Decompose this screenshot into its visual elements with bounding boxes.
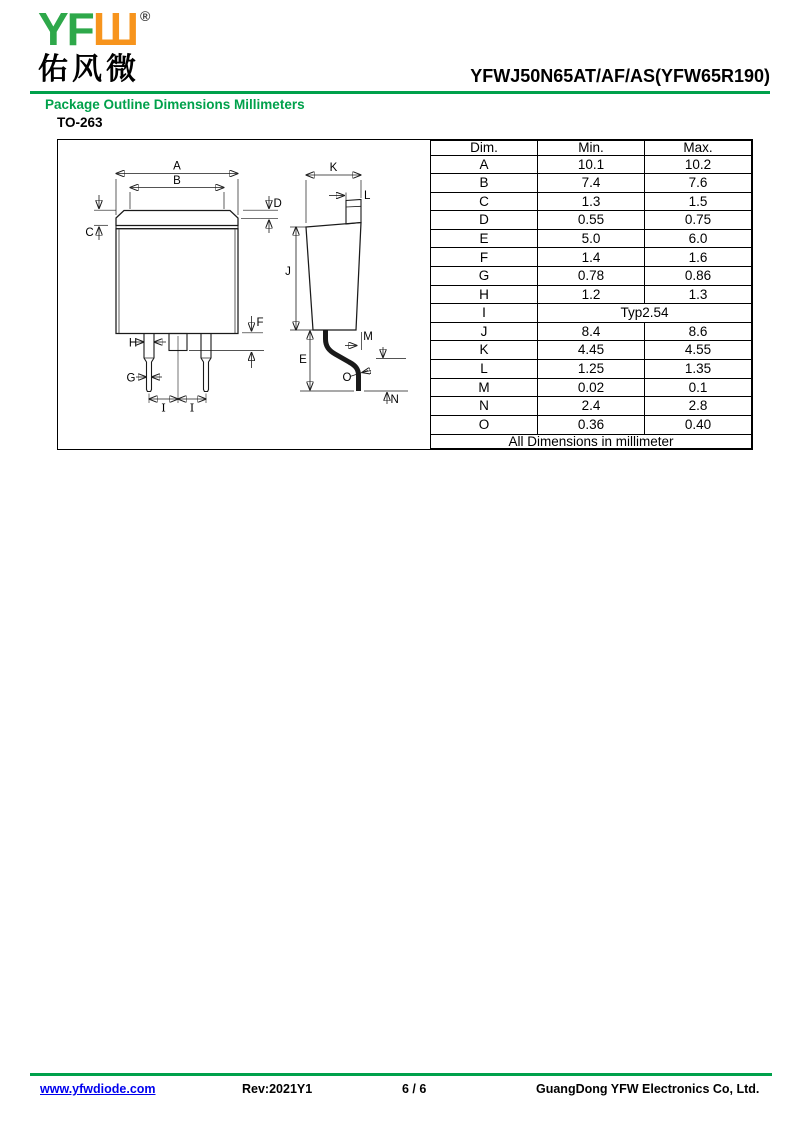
dim-table-cell: I xyxy=(431,304,538,323)
dim-table-cell: 4.45 xyxy=(538,341,645,360)
dim-label-c: C xyxy=(85,227,94,239)
dim-label-i-left: I xyxy=(161,400,166,415)
logo-chinese-name: 佑风微 xyxy=(38,53,140,86)
dim-table-cell: M xyxy=(431,378,538,397)
dim-label-k: K xyxy=(329,162,338,174)
dim-label-f: F xyxy=(256,317,264,329)
dim-table-cell: 7.4 xyxy=(538,174,645,193)
front-view-drawing xyxy=(85,161,281,415)
company-name: GuangDong YFW Electronics Co, Ltd. xyxy=(536,1082,760,1096)
website-link[interactable]: www.yfwdiode.com xyxy=(40,1082,156,1096)
package-name: TO-263 xyxy=(57,115,103,130)
part-number-title: YFWJ50N65AT/AF/AS(YFW65R190) xyxy=(470,66,770,86)
dim-table-cell: A xyxy=(431,155,538,174)
dim-table-row xyxy=(431,155,752,174)
dim-label-g: G xyxy=(126,372,136,385)
dim-table-row xyxy=(431,415,752,434)
package-drawing xyxy=(58,140,438,448)
company-logo xyxy=(38,3,151,86)
dim-table-cell: 0.02 xyxy=(538,378,645,397)
dim-table-row xyxy=(431,229,752,248)
dim-label-a: A xyxy=(173,160,181,173)
logo-w: Ш xyxy=(92,3,138,55)
dim-label-h: H xyxy=(128,337,138,350)
dim-table-row xyxy=(431,211,752,230)
dim-label-j: J xyxy=(285,266,291,278)
dim-table-row xyxy=(431,174,752,193)
dim-table-cell: L xyxy=(431,360,538,379)
min-col-header: Min. xyxy=(538,141,645,156)
dim-table-cell: 0.36 xyxy=(538,415,645,434)
dim-table-cell: 1.25 xyxy=(538,360,645,379)
dim-table-cell: 1.2 xyxy=(538,285,645,304)
revision-label: Rev:2021Y1 xyxy=(242,1082,313,1096)
dim-table-cell: 0.55 xyxy=(538,211,645,230)
dim-label-e: E xyxy=(299,354,307,366)
dim-table-cell: F xyxy=(431,248,538,267)
footer-divider xyxy=(30,1073,772,1076)
dim-table-row xyxy=(431,192,752,211)
dim-table-cell: 1.6 xyxy=(645,248,752,267)
max-col-header: Max. xyxy=(645,141,752,156)
dim-table-rows xyxy=(431,155,752,434)
dim-table-cell: 1.4 xyxy=(538,248,645,267)
page-number: 6 / 6 xyxy=(402,1082,427,1096)
dim-table-cell: 2.8 xyxy=(645,397,752,416)
dim-table-cell: 10.1 xyxy=(538,155,645,174)
dim-table-cell: 0.86 xyxy=(645,267,752,286)
dim-table-cell: G xyxy=(431,267,538,286)
dim-table-cell: 6.0 xyxy=(645,229,752,248)
registered-trademark-icon: ® xyxy=(140,8,151,24)
dim-label-m: M xyxy=(363,331,373,343)
dim-table-cell: 8.6 xyxy=(645,322,752,341)
dim-table-header-row xyxy=(431,141,752,156)
dim-label-b: B xyxy=(173,175,181,187)
dim-table-cell: 4.55 xyxy=(645,341,752,360)
package-outline-figure xyxy=(57,139,753,450)
dim-label-d: D xyxy=(273,198,282,210)
dim-table-cell: 0.75 xyxy=(645,211,752,230)
dim-table-cell: 1.35 xyxy=(645,360,752,379)
dim-table-cell: 8.4 xyxy=(538,322,645,341)
dim-table-footer-row xyxy=(431,434,752,449)
dim-table-row xyxy=(431,304,752,323)
dim-table-cell: 1.3 xyxy=(645,285,752,304)
dim-table-cell: N xyxy=(431,397,538,416)
section-heading: Package Outline Dimensions Millimeters xyxy=(45,97,305,112)
dimension-table-container xyxy=(430,140,752,449)
header-divider xyxy=(30,91,770,94)
dim-table-cell: K xyxy=(431,341,538,360)
dim-table-cell: 5.0 xyxy=(538,229,645,248)
dim-label-n: N xyxy=(390,394,399,406)
dim-table-cell: J xyxy=(431,322,538,341)
dimension-table xyxy=(430,140,752,449)
dim-table-cell: 0.1 xyxy=(645,378,752,397)
side-view-drawing xyxy=(285,162,408,406)
dim-label-i-right: I xyxy=(189,400,195,415)
dim-table-cell: D xyxy=(431,211,538,230)
dim-table-cell: 1.5 xyxy=(645,192,752,211)
dim-col-header: Dim. xyxy=(431,141,538,156)
dim-table-cell: 10.2 xyxy=(645,155,752,174)
dim-table-cell: O xyxy=(431,415,538,434)
logo-yf: YF xyxy=(38,3,93,55)
dim-table-row xyxy=(431,248,752,267)
dim-label-o: O xyxy=(342,372,352,384)
dim-table-row xyxy=(431,397,752,416)
dim-table-cell: 2.4 xyxy=(538,397,645,416)
dim-table-cell: E xyxy=(431,229,538,248)
dim-table-cell: C xyxy=(431,192,538,211)
dim-table-row xyxy=(431,341,752,360)
dim-table-cell: B xyxy=(431,174,538,193)
dim-table-cell: Typ2.54 xyxy=(538,304,752,323)
dim-table-cell: 0.40 xyxy=(645,415,752,434)
dim-table-row xyxy=(431,360,752,379)
dim-table-note: All Dimensions in millimeter xyxy=(431,434,752,449)
dim-table-cell: 1.3 xyxy=(538,192,645,211)
dim-table-cell: 0.78 xyxy=(538,267,645,286)
dim-table-cell: 7.6 xyxy=(645,174,752,193)
dim-table-row xyxy=(431,378,752,397)
logo-wordmark xyxy=(38,3,151,55)
dim-table-row xyxy=(431,285,752,304)
dim-table-cell: H xyxy=(431,285,538,304)
dim-table-row xyxy=(431,322,752,341)
dim-table-row xyxy=(431,267,752,286)
dim-label-l: L xyxy=(364,190,371,202)
